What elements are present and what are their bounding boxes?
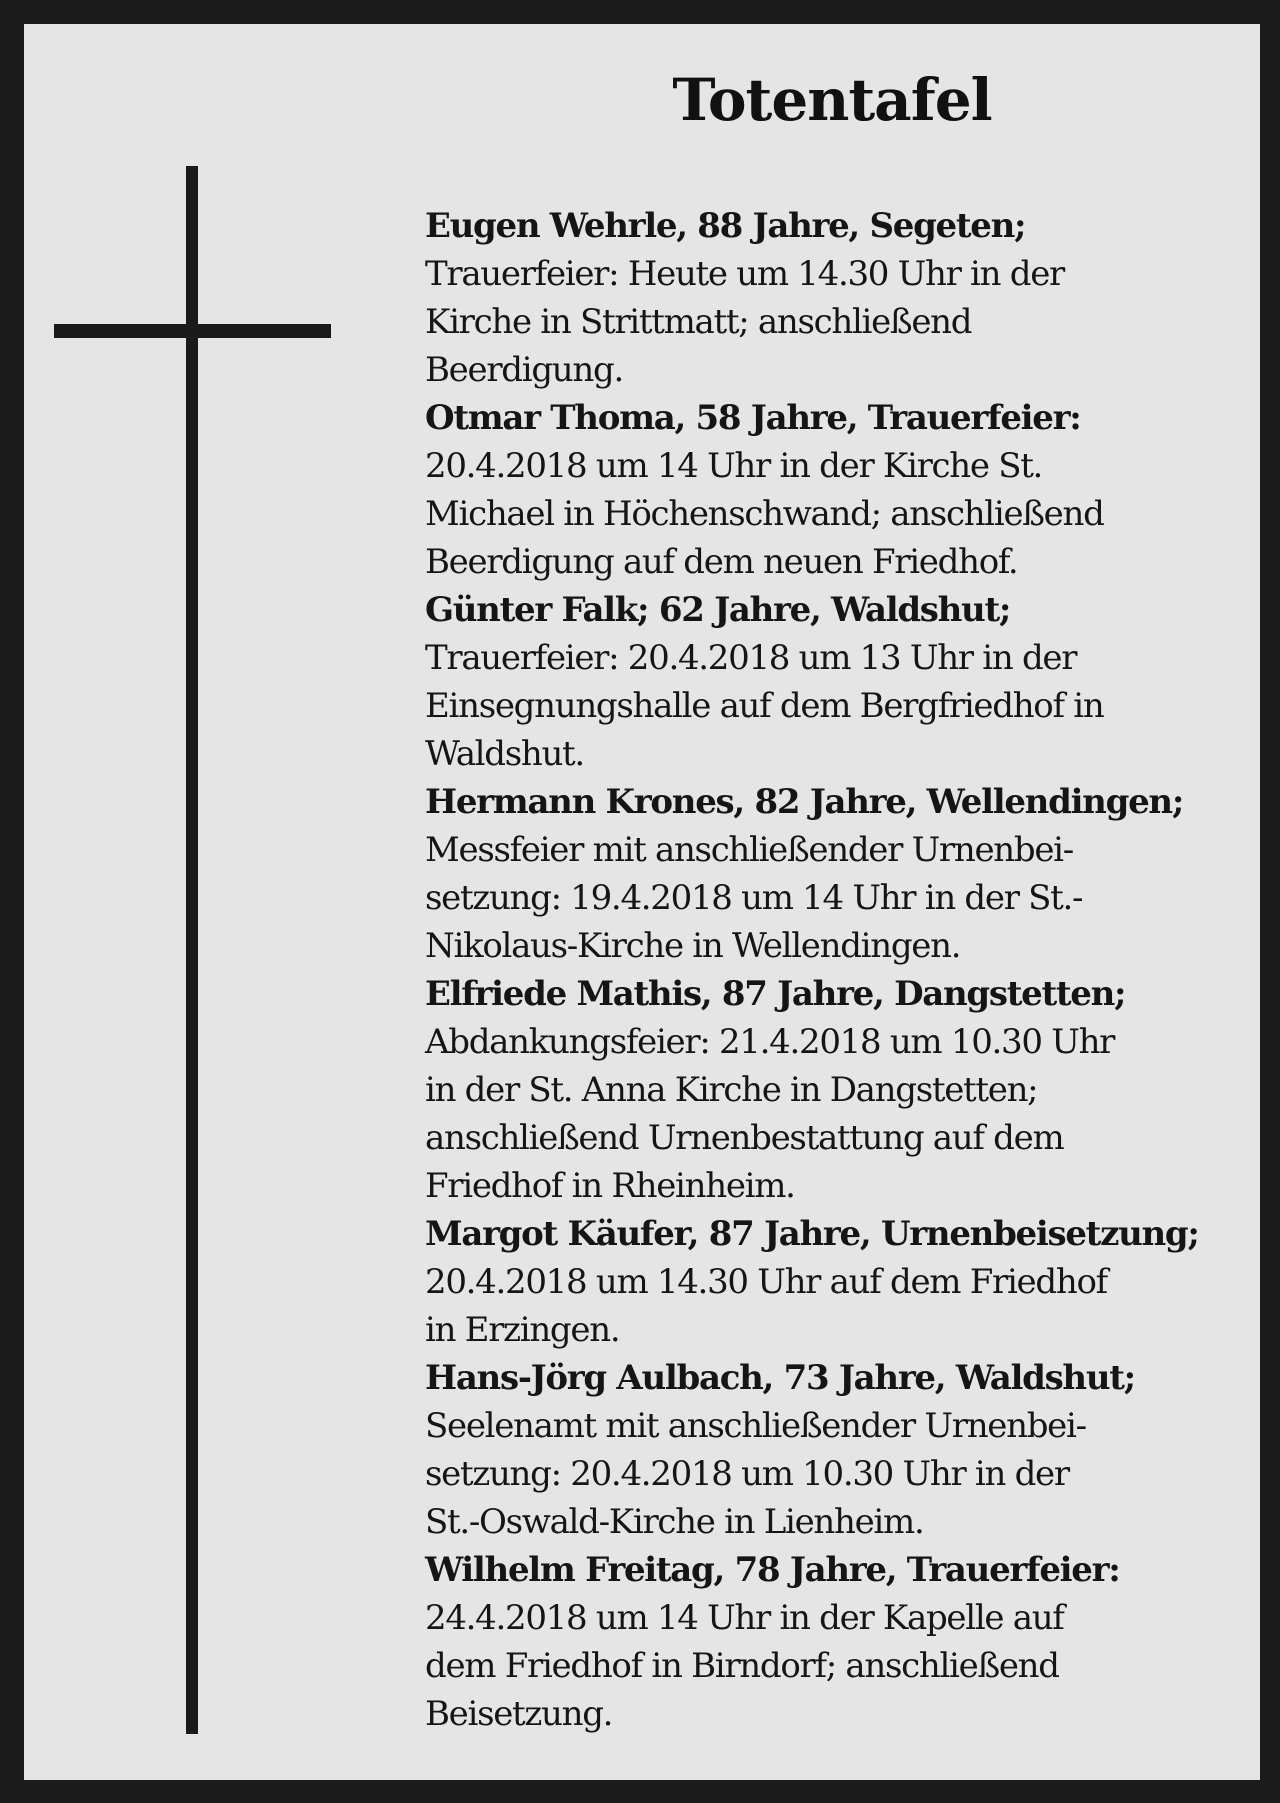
obituary-line: Nikolaus-Kirche in Wellendingen. (425, 926, 961, 966)
obituary-name: Margot Käufer, 87 Jahre, Urnenbeisetzung; (425, 1214, 1199, 1254)
obituary-entry (425, 778, 1245, 970)
obituary-entry (425, 1210, 1245, 1354)
obituary-line: in der St. Anna Kirche in Dangstetten; (425, 1070, 1038, 1110)
obituary-entry (425, 586, 1245, 778)
obituary-name: Hans-Jörg Aulbach, 73 Jahre, Waldshut; (425, 1358, 1135, 1398)
obituary-line: in Erzingen. (425, 1310, 620, 1350)
obituary-line: Einsegnungshalle auf dem Bergfriedhof in (425, 686, 1104, 726)
obituary-line: Beisetzung. (425, 1694, 613, 1734)
obituary-entry (425, 1546, 1245, 1738)
death-notice-panel (24, 24, 1260, 1780)
obituary-line: 24.4.2018 um 14 Uhr in der Kapelle auf (425, 1598, 1064, 1638)
obituary-line: Beerdigung auf dem neuen Friedhof. (425, 542, 1018, 582)
obituary-name: Eugen Wehrle, 88 Jahre, Segeten; (425, 206, 1026, 246)
cross-icon-horizontal-bar (54, 324, 331, 338)
page-title: Totentafel (672, 66, 992, 134)
obituary-name: Wilhelm Freitag, 78 Jahre, Trauerfeier: (425, 1550, 1120, 1590)
obituary-line: Messfeier mit anschließender Urnenbei- (425, 830, 1073, 870)
obituary-name: Otmar Thoma, 58 Jahre, Trauerfeier: (425, 398, 1081, 438)
obituary-line: setzung: 20.4.2018 um 10.30 Uhr in der (425, 1454, 1069, 1494)
obituary-line: Abdankungsfeier: 21.4.2018 um 10.30 Uhr (425, 1022, 1115, 1062)
obituary-line: 20.4.2018 um 14.30 Uhr auf dem Friedhof (425, 1262, 1107, 1302)
obituary-entry (425, 202, 1245, 394)
obituary-line: Beerdigung. (425, 350, 623, 390)
obituary-name: Günter Falk; 62 Jahre, Waldshut; (425, 590, 1011, 630)
obituary-line: anschließend Urnenbestattung auf dem (425, 1118, 1064, 1158)
obituary-line: Waldshut. (425, 734, 584, 774)
obituary-line: Seelenamt mit anschließender Urnenbei- (425, 1406, 1086, 1446)
obituary-line: St.-Oswald-Kirche in Lienheim. (425, 1502, 924, 1542)
obituary-line: Michael in Höchenschwand; anschließend (425, 494, 1104, 534)
obituary-entry (425, 970, 1245, 1210)
obituary-name: Elfriede Mathis, 87 Jahre, Dangstetten; (425, 974, 1126, 1014)
obituary-list (425, 202, 1245, 1738)
obituary-line: Friedhof in Rheinheim. (425, 1166, 795, 1206)
obituary-line: Trauerfeier: Heute um 14.30 Uhr in der (425, 254, 1064, 294)
obituary-entry (425, 1354, 1245, 1546)
obituary-line: 20.4.2018 um 14 Uhr in der Kirche St. (425, 446, 1043, 486)
obituary-entry (425, 394, 1245, 586)
obituary-line: Kirche in Strittmatt; anschließend (425, 302, 972, 342)
obituary-line: dem Friedhof in Birndorf; anschließend (425, 1646, 1059, 1686)
obituary-line: Trauerfeier: 20.4.2018 um 13 Uhr in der (425, 638, 1077, 678)
obituary-line: setzung: 19.4.2018 um 14 Uhr in der St.- (425, 878, 1083, 918)
obituary-name: Hermann Krones, 82 Jahre, Wellendingen; (425, 782, 1184, 822)
cross-icon-vertical-bar (186, 166, 198, 1734)
